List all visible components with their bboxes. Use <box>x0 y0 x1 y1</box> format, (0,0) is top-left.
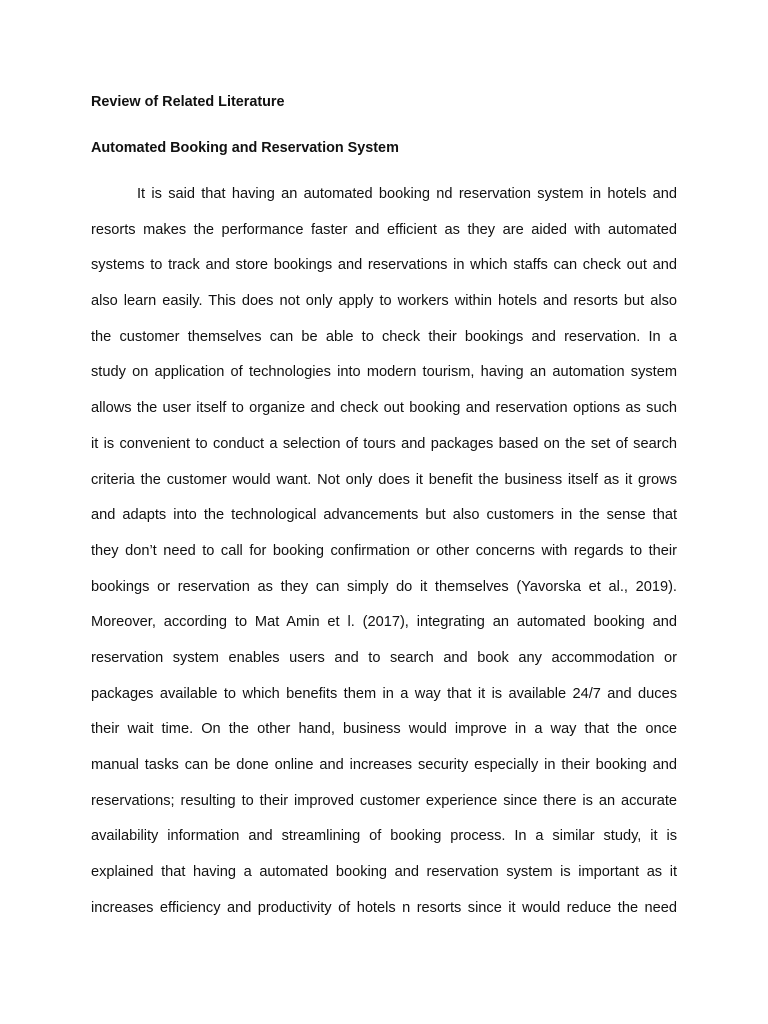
paragraph-line: manual tasks can be done online and increases security especially in their booking and <box>91 757 677 773</box>
paragraph-line: criteria the customer would want. Not only does it benefit the business itself as it grows <box>91 471 677 488</box>
paragraph-line: availability information and streamlining of booking process. In a similar study, it is <box>91 828 677 845</box>
paragraph-line: reservation system enables users and to search and book any accommodation or <box>91 649 677 666</box>
paragraph-line: allows the user itself to organize and check out booking and reservation options as such <box>91 400 677 417</box>
paragraph-line: study on application of technologies into modern tourism, having an automation system <box>91 364 677 381</box>
section-title: Review of Related Literature <box>91 94 285 110</box>
paragraph-line: and adapts into the technological advancements but also customers in the sense that <box>91 507 677 524</box>
paragraph-line: Moreover, according to Mat Amin et l. (2017), integrating an automated booking and <box>91 614 677 631</box>
paragraph-line: their wait time. On the other hand, business would improve in a way that the once <box>91 721 677 738</box>
paragraph-line: reservations; resulting to their improved customer experience since there is an accurate <box>91 792 677 809</box>
paragraph-line: explained that having a automated booking and reservation system is important as it <box>91 864 677 881</box>
paragraph-line: the customer themselves can be able to check their bookings and reservation. In a <box>91 328 677 345</box>
paragraph-line: it is convenient to conduct a selection of tours and packages based on the set of search <box>91 435 677 452</box>
paragraph-line: systems to track and store bookings and reservations in which staffs can check out and <box>91 257 677 274</box>
paragraph-line: resorts makes the performance faster and efficient as they are aided with automated <box>91 221 677 238</box>
paragraph-line: increases efficiency and productivity of hotels n resorts since it would reduce the need <box>91 899 677 916</box>
body-paragraph <box>91 177 677 926</box>
paragraph-line: packages available to which benefits them in a way that it is available 24/7 and duces <box>91 685 677 702</box>
paragraph-line: also learn easily. This does not only apply to workers within hotels and resorts but also <box>91 293 677 310</box>
subsection-title: Automated Booking and Reservation System <box>91 140 399 156</box>
paragraph-line: they don’t need to call for booking confirmation or other concerns with regards to their <box>91 542 677 559</box>
paragraph-line: bookings or reservation as they can simply do it themselves (Yavorska et al., 2019). <box>91 578 677 595</box>
paragraph-line: It is said that having an automated booking nd reservation system in hotels and <box>137 186 677 202</box>
